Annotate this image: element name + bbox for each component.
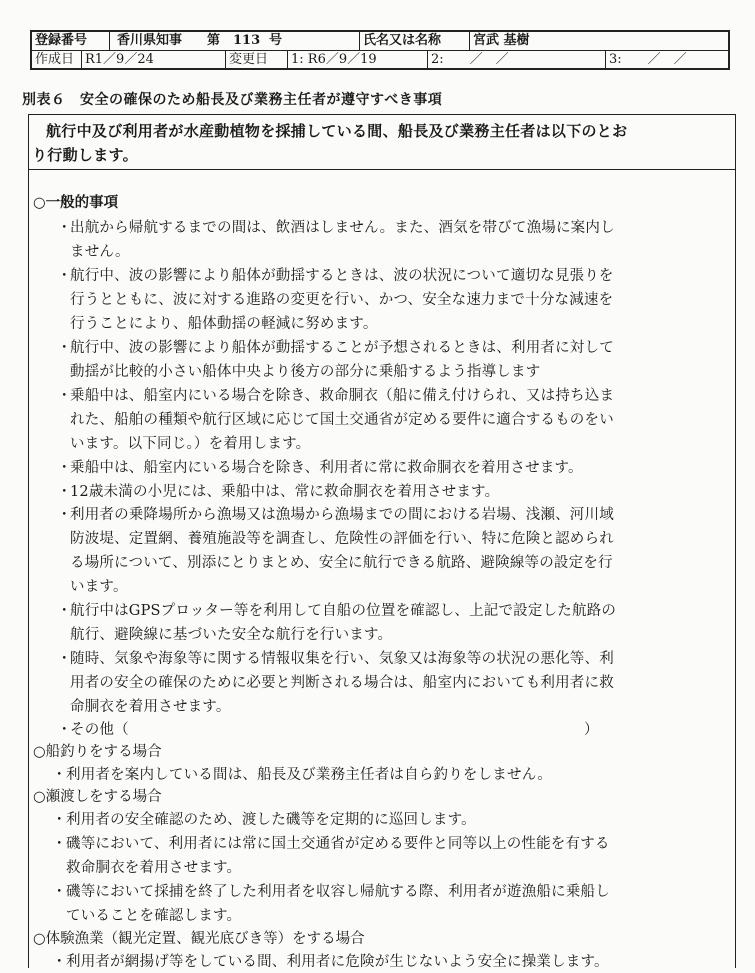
created-label: 作成日 — [32, 51, 82, 69]
bullet: ・ — [57, 603, 72, 619]
change-date-3: 3: ／ ／ — [609, 52, 687, 67]
general-item-7-line-1: 利用者の乗降場所から漁場又は漁場から漁場までの間における岩場、浅瀬、河川域 — [70, 507, 614, 523]
general-item-7-line-2: 防波堤、定置網、養殖施設等を調査し、危険性の評価を行い、特に危険と認められ — [70, 531, 614, 547]
iso-item-1: 利用者の安全確認のため、渡した磯等を定期的に巡回します。 — [66, 812, 476, 828]
experience-heading: ○体験漁業（観光定置、観光底びき等）をする場合 — [33, 931, 365, 947]
general-item-2-line-1: 航行中、波の影響により船体が動揺するときは、波の状況について適切な見張りを — [70, 268, 614, 284]
general-item-2-line-2: 行うとともに、波に対する進路の変更を行い、かつ、安全な速力まで十分な減速を — [70, 292, 614, 308]
general-item-7-line-4: います。 — [70, 579, 128, 595]
bullet: ・ — [57, 484, 72, 500]
bullet: ・ — [57, 388, 72, 404]
experience-item-1: 利用者が網揚げ等をしている間、利用者に危険が生じないよう安全に操業します。 — [66, 954, 609, 970]
issuer: 香川県知事 — [117, 33, 183, 48]
general-item-2-line-3: 行うことにより、船体動揺の軽減に努めます。 — [70, 316, 378, 332]
owner-name: 宮武 基樹 — [473, 33, 530, 48]
general-item-5-line-1: 乗船中は、船室内にいる場合を除き、利用者に常に救命胴衣を着用させます。 — [70, 460, 583, 476]
bullet: ・ — [52, 884, 67, 900]
bullet: ・ — [57, 507, 72, 523]
bullet: ・ — [57, 722, 72, 738]
change-date-1: 1: R6／9／19 — [288, 51, 428, 69]
registration-table — [30, 30, 730, 70]
fishing-heading: ○船釣りをする場合 — [33, 744, 162, 760]
intro-line-1: 航行中及び利用者が水産動植物を採捕している間、船長及び業務主任者は以下のとお — [46, 122, 628, 140]
general-item-4-line-2: れた、船舶の種類や航行区域に応じて国土交通省が定める要件に適合するものをい — [70, 412, 614, 428]
general-item-4-line-3: います。以下同じ。）を着用します。 — [70, 436, 311, 452]
general-heading: ○一般的事項 — [33, 194, 119, 211]
general-other-label: その他（ — [70, 722, 129, 738]
iso-item-2-line-2: 救命胴衣を着用させます。 — [66, 860, 242, 876]
bullet: ・ — [57, 340, 72, 356]
created-date: R1／9／24 — [82, 51, 226, 69]
page-title: 別表６ 安全の確保のため船長及び業務主任者が遵守すべき事項 — [22, 92, 443, 108]
name-label: 氏名又は名称 — [360, 32, 470, 50]
general-item-1-line-1: 出航から帰航するまでの間は、飲酒はしません。また、酒気を帯びて漁場に案内し — [70, 220, 615, 236]
changed-label: 変更日 — [226, 51, 288, 69]
fishing-item-1: 利用者を案内している間は、船長及び業務主任者は自ら釣りをしません。 — [66, 767, 552, 783]
registration-number: 113 — [233, 33, 261, 48]
bullet: ・ — [57, 460, 72, 476]
bullet: ・ — [57, 220, 72, 236]
bullet: ・ — [57, 651, 72, 667]
reg-no-label: 登録番号 — [32, 32, 110, 50]
registration-row-1 — [32, 32, 728, 51]
general-item-9-line-3: 命胴衣を着用させます。 — [70, 699, 231, 715]
general-item-9-line-1: 随時、気象や海象等に関する情報収集を行い、気象又は海象等の状況の悪化等、利 — [70, 651, 614, 667]
general-item-1-line-2: ません。 — [70, 244, 130, 260]
bullet: ・ — [52, 812, 67, 828]
iso-heading: ○瀬渡しをする場合 — [33, 789, 162, 805]
iso-item-3-line-1: 磯等において採捕を終了した利用者を収容し帰航する際、利用者が遊漁船に乗船し — [66, 884, 610, 900]
general-item-9-line-2: 用者の安全の確保のために必要と判断される場合は、船室内においても利用者に救 — [70, 675, 614, 691]
registration-row-2 — [32, 51, 728, 69]
general-item-6-line-1: 12歳未満の小児には、乗船中は、常に救命胴衣を着用させます。 — [70, 484, 500, 500]
number-suffix: 号 — [266, 32, 360, 50]
bullet: ・ — [52, 836, 67, 852]
bullet: ・ — [57, 268, 72, 284]
general-item-8-line-2: 航行、避険線に基づいた安全な航行を行います。 — [70, 627, 393, 643]
general-item-3-line-2: 動揺が比較的小さい船体中央より後方の部分に乗船するよう指導します — [70, 364, 541, 380]
intro-line-2: り行動します。 — [32, 146, 138, 164]
general-item-3-line-1: 航行中、波の影響により船体が動揺することが予想されるときは、利用者に対して — [70, 340, 614, 356]
general-item-8-line-1: 航行中はGPSプロッター等を利用して自船の位置を確認し、上記で設定した航路の — [70, 603, 617, 619]
general-other-close: ） — [584, 722, 599, 738]
general-item-7-line-3: る場所について、別添にとりまとめ、安全に航行できる航路、避険線等の設定を行 — [70, 555, 613, 571]
iso-item-3-line-2: ていることを確認します。 — [66, 908, 242, 924]
bullet: ・ — [52, 954, 67, 970]
general-item-4-line-1: 乗船中は、船室内にいる場合を除き、救命胴衣（船に備え付けられ、又は持ち込ま — [70, 388, 615, 404]
intro-box — [28, 114, 736, 170]
iso-item-2-line-1: 磯等において、利用者には常に国土交通省が定める要件と同等以上の性能を有する — [66, 836, 610, 852]
change-date-2: 2: ／ ／ — [428, 51, 606, 69]
number-prefix: 第 — [207, 33, 221, 48]
bullet: ・ — [52, 767, 67, 783]
